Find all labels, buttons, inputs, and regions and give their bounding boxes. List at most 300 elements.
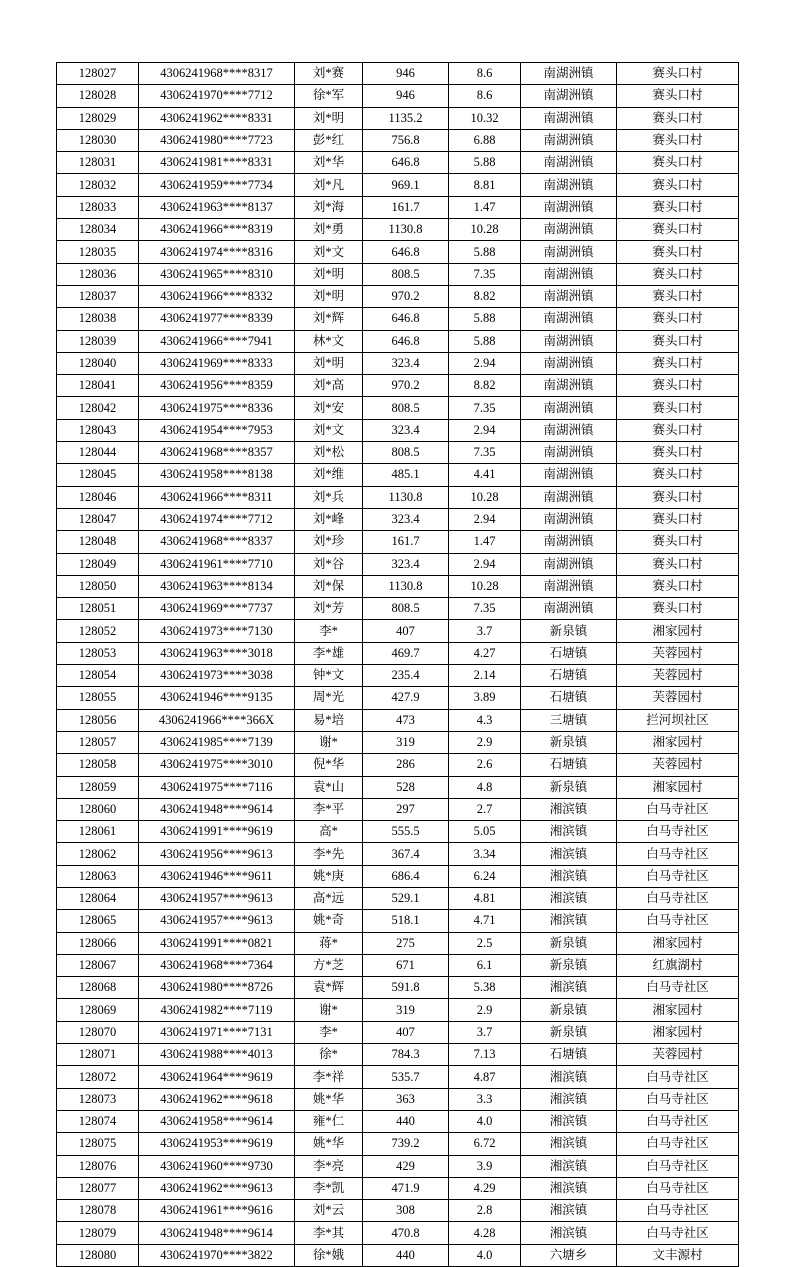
row-amount: 297 bbox=[363, 798, 449, 820]
row-village: 芙蓉园村 bbox=[617, 665, 739, 687]
row-village: 赛头口村 bbox=[617, 419, 739, 441]
row-village: 白马寺社区 bbox=[617, 798, 739, 820]
row-village: 白马寺社区 bbox=[617, 910, 739, 932]
row-idcard: 4306241974****7712 bbox=[139, 508, 295, 530]
row-name: 姚*华 bbox=[295, 1133, 363, 1155]
row-name: 易*培 bbox=[295, 709, 363, 731]
row-idcard: 4306241953****9619 bbox=[139, 1133, 295, 1155]
row-amount: 756.8 bbox=[363, 129, 449, 151]
table-row bbox=[57, 508, 739, 530]
table-row bbox=[57, 464, 739, 486]
row-id: 128064 bbox=[57, 887, 139, 909]
row-id: 128034 bbox=[57, 219, 139, 241]
row-idcard: 4306241957****9613 bbox=[139, 887, 295, 909]
row-id: 128066 bbox=[57, 932, 139, 954]
row-village: 白马寺社区 bbox=[617, 821, 739, 843]
row-id: 128069 bbox=[57, 999, 139, 1021]
row-subsidy: 6.88 bbox=[449, 129, 521, 151]
row-town: 南湖洲镇 bbox=[521, 464, 617, 486]
row-town: 湘滨镇 bbox=[521, 887, 617, 909]
row-subsidy: 4.29 bbox=[449, 1177, 521, 1199]
row-subsidy: 7.35 bbox=[449, 263, 521, 285]
row-village: 赛头口村 bbox=[617, 397, 739, 419]
row-subsidy: 2.5 bbox=[449, 932, 521, 954]
row-idcard: 4306241970****3822 bbox=[139, 1244, 295, 1266]
row-subsidy: 8.6 bbox=[449, 85, 521, 107]
row-name: 刘*文 bbox=[295, 419, 363, 441]
row-town: 南湖洲镇 bbox=[521, 219, 617, 241]
row-amount: 529.1 bbox=[363, 887, 449, 909]
row-subsidy: 7.35 bbox=[449, 397, 521, 419]
row-subsidy: 7.35 bbox=[449, 442, 521, 464]
row-town: 南湖洲镇 bbox=[521, 241, 617, 263]
row-idcard: 4306241968****8317 bbox=[139, 63, 295, 85]
row-town: 新泉镇 bbox=[521, 776, 617, 798]
row-town: 南湖洲镇 bbox=[521, 285, 617, 307]
row-village: 赛头口村 bbox=[617, 531, 739, 553]
table-row bbox=[57, 85, 739, 107]
row-town: 南湖洲镇 bbox=[521, 531, 617, 553]
row-town: 湘滨镇 bbox=[521, 1088, 617, 1110]
row-amount: 470.8 bbox=[363, 1222, 449, 1244]
row-name: 袁*山 bbox=[295, 776, 363, 798]
row-name: 徐* bbox=[295, 1044, 363, 1066]
row-id: 128057 bbox=[57, 731, 139, 753]
row-amount: 323.4 bbox=[363, 553, 449, 575]
row-village: 湘家园村 bbox=[617, 776, 739, 798]
row-name: 谢* bbox=[295, 999, 363, 1021]
row-idcard: 4306241954****7953 bbox=[139, 419, 295, 441]
row-village: 赛头口村 bbox=[617, 174, 739, 196]
table-row bbox=[57, 352, 739, 374]
table-row bbox=[57, 442, 739, 464]
row-name: 高*远 bbox=[295, 887, 363, 909]
row-village: 白马寺社区 bbox=[617, 977, 739, 999]
row-town: 南湖洲镇 bbox=[521, 553, 617, 575]
table-row bbox=[57, 107, 739, 129]
row-amount: 235.4 bbox=[363, 665, 449, 687]
row-town: 湘滨镇 bbox=[521, 1155, 617, 1177]
row-village: 赛头口村 bbox=[617, 308, 739, 330]
row-amount: 969.1 bbox=[363, 174, 449, 196]
row-subsidy: 8.82 bbox=[449, 375, 521, 397]
row-subsidy: 2.6 bbox=[449, 754, 521, 776]
row-amount: 323.4 bbox=[363, 419, 449, 441]
row-idcard: 4306241966****8311 bbox=[139, 486, 295, 508]
row-subsidy: 4.28 bbox=[449, 1222, 521, 1244]
row-village: 赛头口村 bbox=[617, 219, 739, 241]
row-id: 128027 bbox=[57, 63, 139, 85]
row-amount: 1130.8 bbox=[363, 219, 449, 241]
row-id: 128046 bbox=[57, 486, 139, 508]
row-id: 128038 bbox=[57, 308, 139, 330]
row-town: 湘滨镇 bbox=[521, 1066, 617, 1088]
row-id: 128062 bbox=[57, 843, 139, 865]
row-id: 128041 bbox=[57, 375, 139, 397]
row-name: 刘*峰 bbox=[295, 508, 363, 530]
row-subsidy: 2.94 bbox=[449, 419, 521, 441]
row-name: 高* bbox=[295, 821, 363, 843]
row-subsidy: 10.28 bbox=[449, 575, 521, 597]
row-amount: 555.5 bbox=[363, 821, 449, 843]
row-town: 南湖洲镇 bbox=[521, 308, 617, 330]
row-town: 南湖洲镇 bbox=[521, 63, 617, 85]
row-village: 白马寺社区 bbox=[617, 1222, 739, 1244]
row-id: 128077 bbox=[57, 1177, 139, 1199]
row-village: 芙蓉园村 bbox=[617, 754, 739, 776]
row-town: 南湖洲镇 bbox=[521, 397, 617, 419]
row-name: 刘*谷 bbox=[295, 553, 363, 575]
row-amount: 518.1 bbox=[363, 910, 449, 932]
row-name: 刘*华 bbox=[295, 152, 363, 174]
row-subsidy: 1.47 bbox=[449, 196, 521, 218]
row-subsidy: 2.94 bbox=[449, 508, 521, 530]
table-row bbox=[57, 798, 739, 820]
row-id: 128040 bbox=[57, 352, 139, 374]
table-row bbox=[57, 63, 739, 85]
row-town: 湘滨镇 bbox=[521, 798, 617, 820]
row-village: 芙蓉园村 bbox=[617, 687, 739, 709]
row-id: 128078 bbox=[57, 1200, 139, 1222]
row-subsidy: 3.3 bbox=[449, 1088, 521, 1110]
row-subsidy: 3.7 bbox=[449, 620, 521, 642]
row-village: 湘家园村 bbox=[617, 731, 739, 753]
row-amount: 808.5 bbox=[363, 397, 449, 419]
table-row bbox=[57, 174, 739, 196]
row-amount: 808.5 bbox=[363, 263, 449, 285]
row-idcard: 4306241991****9619 bbox=[139, 821, 295, 843]
row-id: 128035 bbox=[57, 241, 139, 263]
row-amount: 407 bbox=[363, 620, 449, 642]
row-village: 赛头口村 bbox=[617, 85, 739, 107]
row-amount: 646.8 bbox=[363, 152, 449, 174]
row-subsidy: 10.32 bbox=[449, 107, 521, 129]
row-name: 刘*芳 bbox=[295, 598, 363, 620]
row-id: 128030 bbox=[57, 129, 139, 151]
row-town: 湘滨镇 bbox=[521, 910, 617, 932]
row-name: 李* bbox=[295, 620, 363, 642]
row-subsidy: 4.0 bbox=[449, 1110, 521, 1132]
row-id: 128080 bbox=[57, 1244, 139, 1266]
row-id: 128065 bbox=[57, 910, 139, 932]
row-id: 128055 bbox=[57, 687, 139, 709]
row-idcard: 4306241973****7130 bbox=[139, 620, 295, 642]
row-id: 128043 bbox=[57, 419, 139, 441]
row-village: 白马寺社区 bbox=[617, 1133, 739, 1155]
row-subsidy: 4.3 bbox=[449, 709, 521, 731]
row-idcard: 4306241980****7723 bbox=[139, 129, 295, 151]
table-row bbox=[57, 486, 739, 508]
table-row bbox=[57, 263, 739, 285]
row-amount: 407 bbox=[363, 1021, 449, 1043]
row-amount: 323.4 bbox=[363, 508, 449, 530]
row-idcard: 4306241956****8359 bbox=[139, 375, 295, 397]
row-amount: 528 bbox=[363, 776, 449, 798]
row-town: 石塘镇 bbox=[521, 754, 617, 776]
row-subsidy: 7.13 bbox=[449, 1044, 521, 1066]
row-village: 赛头口村 bbox=[617, 152, 739, 174]
table-row bbox=[57, 1177, 739, 1199]
row-village: 赛头口村 bbox=[617, 598, 739, 620]
row-amount: 808.5 bbox=[363, 598, 449, 620]
row-id: 128071 bbox=[57, 1044, 139, 1066]
row-town: 湘滨镇 bbox=[521, 843, 617, 865]
row-id: 128076 bbox=[57, 1155, 139, 1177]
row-idcard: 4306241969****7737 bbox=[139, 598, 295, 620]
row-amount: 469.7 bbox=[363, 642, 449, 664]
row-amount: 671 bbox=[363, 954, 449, 976]
row-amount: 946 bbox=[363, 85, 449, 107]
row-idcard: 4306241975****8336 bbox=[139, 397, 295, 419]
row-amount: 739.2 bbox=[363, 1133, 449, 1155]
row-subsidy: 2.9 bbox=[449, 999, 521, 1021]
row-amount: 1130.8 bbox=[363, 486, 449, 508]
table-row bbox=[57, 575, 739, 597]
row-name: 李* bbox=[295, 1021, 363, 1043]
row-town: 三塘镇 bbox=[521, 709, 617, 731]
row-idcard: 4306241973****3038 bbox=[139, 665, 295, 687]
table-row bbox=[57, 1066, 739, 1088]
row-id: 128045 bbox=[57, 464, 139, 486]
row-name: 倪*华 bbox=[295, 754, 363, 776]
row-town: 湘滨镇 bbox=[521, 821, 617, 843]
row-subsidy: 2.94 bbox=[449, 352, 521, 374]
row-town: 南湖洲镇 bbox=[521, 107, 617, 129]
row-subsidy: 2.9 bbox=[449, 731, 521, 753]
row-name: 李*亮 bbox=[295, 1155, 363, 1177]
row-village: 白马寺社区 bbox=[617, 1066, 739, 1088]
row-village: 赛头口村 bbox=[617, 442, 739, 464]
row-idcard: 4306241985****7139 bbox=[139, 731, 295, 753]
row-subsidy: 5.88 bbox=[449, 152, 521, 174]
table-row bbox=[57, 954, 739, 976]
row-idcard: 4306241946****9611 bbox=[139, 865, 295, 887]
row-id: 128073 bbox=[57, 1088, 139, 1110]
row-id: 128044 bbox=[57, 442, 139, 464]
row-subsidy: 1.47 bbox=[449, 531, 521, 553]
row-id: 128028 bbox=[57, 85, 139, 107]
row-idcard: 4306241968****8357 bbox=[139, 442, 295, 464]
row-village: 湘家园村 bbox=[617, 620, 739, 642]
table-row bbox=[57, 152, 739, 174]
row-name: 刘*海 bbox=[295, 196, 363, 218]
row-idcard: 4306241970****7712 bbox=[139, 85, 295, 107]
row-id: 128058 bbox=[57, 754, 139, 776]
row-village: 赛头口村 bbox=[617, 375, 739, 397]
row-town: 新泉镇 bbox=[521, 1021, 617, 1043]
row-town: 南湖洲镇 bbox=[521, 129, 617, 151]
row-amount: 485.1 bbox=[363, 464, 449, 486]
table-row bbox=[57, 999, 739, 1021]
row-village: 赛头口村 bbox=[617, 263, 739, 285]
row-idcard: 4306241964****9619 bbox=[139, 1066, 295, 1088]
table-row bbox=[57, 642, 739, 664]
row-village: 白马寺社区 bbox=[617, 887, 739, 909]
table-body bbox=[57, 63, 739, 1267]
row-name: 刘*赛 bbox=[295, 63, 363, 85]
row-subsidy: 4.41 bbox=[449, 464, 521, 486]
table-row bbox=[57, 731, 739, 753]
row-id: 128033 bbox=[57, 196, 139, 218]
row-town: 南湖洲镇 bbox=[521, 419, 617, 441]
table-row bbox=[57, 330, 739, 352]
row-id: 128039 bbox=[57, 330, 139, 352]
row-name: 刘*维 bbox=[295, 464, 363, 486]
row-id: 128053 bbox=[57, 642, 139, 664]
row-name: 李*其 bbox=[295, 1222, 363, 1244]
row-id: 128048 bbox=[57, 531, 139, 553]
row-town: 南湖洲镇 bbox=[521, 174, 617, 196]
row-subsidy: 3.89 bbox=[449, 687, 521, 709]
row-amount: 161.7 bbox=[363, 196, 449, 218]
row-name: 刘*勇 bbox=[295, 219, 363, 241]
table-row bbox=[57, 932, 739, 954]
row-id: 128050 bbox=[57, 575, 139, 597]
row-subsidy: 5.88 bbox=[449, 330, 521, 352]
row-town: 南湖洲镇 bbox=[521, 85, 617, 107]
table-row bbox=[57, 754, 739, 776]
row-amount: 473 bbox=[363, 709, 449, 731]
row-id: 128070 bbox=[57, 1021, 139, 1043]
row-id: 128036 bbox=[57, 263, 139, 285]
row-name: 李*凯 bbox=[295, 1177, 363, 1199]
row-village: 赛头口村 bbox=[617, 196, 739, 218]
row-idcard: 4306241968****7364 bbox=[139, 954, 295, 976]
table-row bbox=[57, 865, 739, 887]
table-row bbox=[57, 553, 739, 575]
row-idcard: 4306241971****7131 bbox=[139, 1021, 295, 1043]
row-idcard: 4306241977****8339 bbox=[139, 308, 295, 330]
row-name: 姚*华 bbox=[295, 1088, 363, 1110]
row-idcard: 4306241988****4013 bbox=[139, 1044, 295, 1066]
row-idcard: 4306241966****8319 bbox=[139, 219, 295, 241]
row-amount: 440 bbox=[363, 1244, 449, 1266]
table-row bbox=[57, 821, 739, 843]
row-id: 128049 bbox=[57, 553, 139, 575]
row-name: 刘*明 bbox=[295, 352, 363, 374]
table-row bbox=[57, 598, 739, 620]
row-name: 李*雄 bbox=[295, 642, 363, 664]
table-row bbox=[57, 308, 739, 330]
row-id: 128067 bbox=[57, 954, 139, 976]
table-row bbox=[57, 709, 739, 731]
table-row bbox=[57, 1244, 739, 1266]
row-amount: 1135.2 bbox=[363, 107, 449, 129]
row-village: 文丰源村 bbox=[617, 1244, 739, 1266]
table-row bbox=[57, 375, 739, 397]
row-village: 湘家园村 bbox=[617, 932, 739, 954]
row-id: 128056 bbox=[57, 709, 139, 731]
row-amount: 646.8 bbox=[363, 308, 449, 330]
row-name: 袁*辉 bbox=[295, 977, 363, 999]
row-idcard: 4306241965****8310 bbox=[139, 263, 295, 285]
row-village: 白马寺社区 bbox=[617, 843, 739, 865]
row-amount: 970.2 bbox=[363, 285, 449, 307]
row-town: 湘滨镇 bbox=[521, 977, 617, 999]
row-id: 128060 bbox=[57, 798, 139, 820]
row-village: 湘家园村 bbox=[617, 1021, 739, 1043]
row-town: 湘滨镇 bbox=[521, 1200, 617, 1222]
row-amount: 808.5 bbox=[363, 442, 449, 464]
table-row bbox=[57, 419, 739, 441]
row-amount: 427.9 bbox=[363, 687, 449, 709]
row-idcard: 4306241948****9614 bbox=[139, 798, 295, 820]
row-id: 128072 bbox=[57, 1066, 139, 1088]
row-amount: 440 bbox=[363, 1110, 449, 1132]
table-row bbox=[57, 977, 739, 999]
row-subsidy: 6.72 bbox=[449, 1133, 521, 1155]
table-row bbox=[57, 1222, 739, 1244]
row-idcard: 4306241962****8331 bbox=[139, 107, 295, 129]
row-name: 刘*安 bbox=[295, 397, 363, 419]
row-idcard: 4306241969****8333 bbox=[139, 352, 295, 374]
row-village: 赛头口村 bbox=[617, 129, 739, 151]
row-idcard: 4306241959****7734 bbox=[139, 174, 295, 196]
row-town: 新泉镇 bbox=[521, 932, 617, 954]
table-row bbox=[57, 665, 739, 687]
table-row bbox=[57, 397, 739, 419]
row-idcard: 4306241962****9618 bbox=[139, 1088, 295, 1110]
row-town: 湘滨镇 bbox=[521, 1177, 617, 1199]
row-amount: 286 bbox=[363, 754, 449, 776]
row-idcard: 4306241968****8337 bbox=[139, 531, 295, 553]
row-name: 刘*辉 bbox=[295, 308, 363, 330]
table-row bbox=[57, 843, 739, 865]
row-amount: 363 bbox=[363, 1088, 449, 1110]
row-subsidy: 8.81 bbox=[449, 174, 521, 196]
row-idcard: 4306241974****8316 bbox=[139, 241, 295, 263]
row-name: 徐*娥 bbox=[295, 1244, 363, 1266]
row-town: 南湖洲镇 bbox=[521, 330, 617, 352]
row-id: 128051 bbox=[57, 598, 139, 620]
row-idcard: 4306241958****8138 bbox=[139, 464, 295, 486]
row-subsidy: 5.05 bbox=[449, 821, 521, 843]
row-amount: 1130.8 bbox=[363, 575, 449, 597]
row-name: 刘*高 bbox=[295, 375, 363, 397]
row-name: 李*先 bbox=[295, 843, 363, 865]
row-amount: 308 bbox=[363, 1200, 449, 1222]
table-row bbox=[57, 887, 739, 909]
row-name: 刘*珍 bbox=[295, 531, 363, 553]
row-subsidy: 3.7 bbox=[449, 1021, 521, 1043]
row-town: 新泉镇 bbox=[521, 620, 617, 642]
row-idcard: 4306241980****8726 bbox=[139, 977, 295, 999]
row-name: 刘*保 bbox=[295, 575, 363, 597]
row-village: 芙蓉园村 bbox=[617, 642, 739, 664]
row-name: 刘*明 bbox=[295, 263, 363, 285]
row-village: 赛头口村 bbox=[617, 63, 739, 85]
row-village: 白马寺社区 bbox=[617, 865, 739, 887]
row-idcard: 4306241958****9614 bbox=[139, 1110, 295, 1132]
row-idcard: 4306241975****3010 bbox=[139, 754, 295, 776]
row-amount: 429 bbox=[363, 1155, 449, 1177]
row-idcard: 4306241963****8137 bbox=[139, 196, 295, 218]
row-name: 刘*明 bbox=[295, 285, 363, 307]
row-id: 128054 bbox=[57, 665, 139, 687]
row-subsidy: 6.24 bbox=[449, 865, 521, 887]
row-village: 白马寺社区 bbox=[617, 1110, 739, 1132]
row-id: 128031 bbox=[57, 152, 139, 174]
row-amount: 471.9 bbox=[363, 1177, 449, 1199]
row-town: 南湖洲镇 bbox=[521, 352, 617, 374]
row-amount: 275 bbox=[363, 932, 449, 954]
row-id: 128074 bbox=[57, 1110, 139, 1132]
row-village: 赛头口村 bbox=[617, 464, 739, 486]
row-idcard: 4306241948****9614 bbox=[139, 1222, 295, 1244]
row-village: 红旗湖村 bbox=[617, 954, 739, 976]
row-id: 128061 bbox=[57, 821, 139, 843]
row-subsidy: 5.88 bbox=[449, 241, 521, 263]
